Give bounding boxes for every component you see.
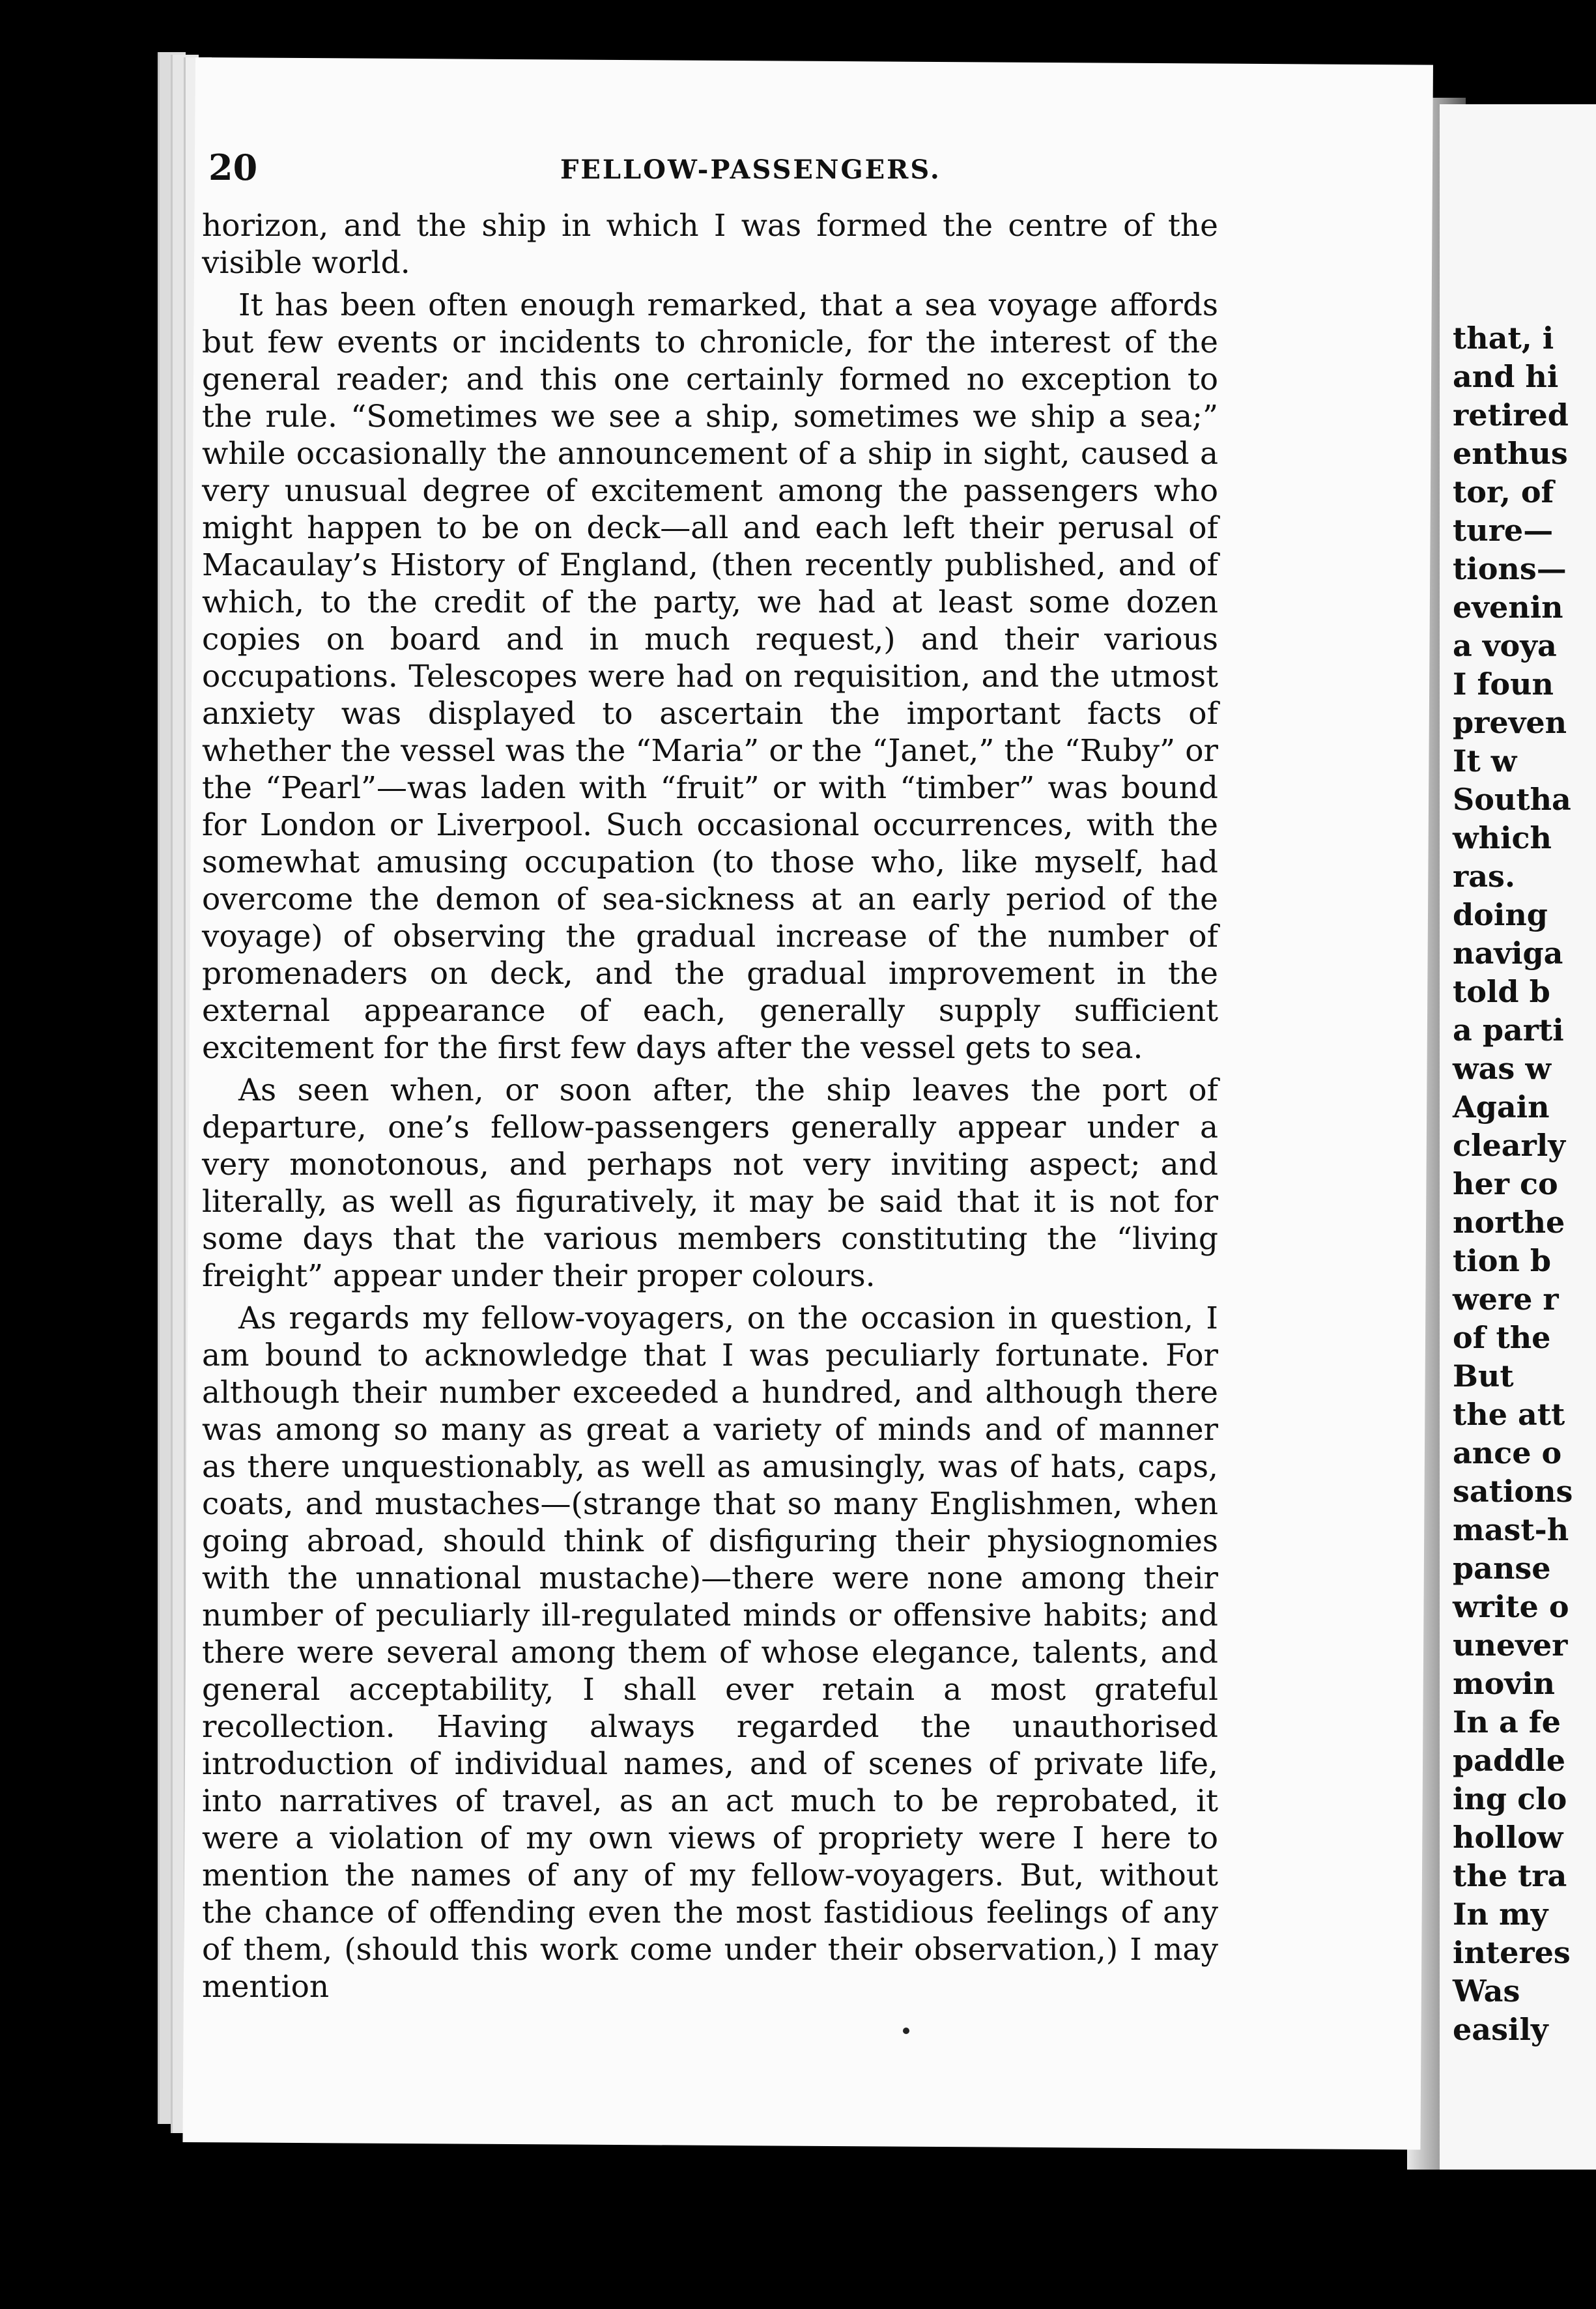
facing-page-line: which bbox=[1453, 820, 1552, 855]
facing-page-line: tor, of bbox=[1453, 474, 1554, 509]
facing-page-line: ing clo bbox=[1453, 1781, 1567, 1816]
facing-page-line: clearly bbox=[1453, 1128, 1565, 1163]
facing-page-line: It w bbox=[1453, 743, 1517, 779]
page-header bbox=[208, 147, 1186, 205]
running-title: FELLOW-PASSENGERS. bbox=[560, 154, 941, 185]
facing-page-line: interes bbox=[1453, 1935, 1571, 1970]
facing-page-line: mast-h bbox=[1453, 1512, 1569, 1547]
facing-page-line: tions— bbox=[1453, 551, 1567, 586]
facing-page-line: movin bbox=[1453, 1666, 1556, 1701]
facing-page-line: and hi bbox=[1453, 359, 1559, 394]
facing-page-line: hollow bbox=[1453, 1820, 1563, 1855]
facing-page-line: a parti bbox=[1453, 1012, 1564, 1048]
paragraph: horizon, and the ship in which I was formed the centre of the visible world. bbox=[202, 208, 1218, 281]
facing-page-line: unever bbox=[1453, 1628, 1568, 1663]
body-text bbox=[202, 207, 1218, 2005]
facing-page-line: northe bbox=[1453, 1205, 1565, 1240]
facing-page-line: sations bbox=[1453, 1474, 1573, 1509]
facing-page-line: naviga bbox=[1453, 936, 1563, 971]
facing-page-line: But bbox=[1453, 1358, 1514, 1394]
facing-page-line: her co bbox=[1453, 1166, 1558, 1201]
facing-page-line: of the bbox=[1453, 1320, 1551, 1355]
facing-page-line: easily bbox=[1453, 2012, 1548, 2047]
facing-page-line: preven bbox=[1453, 705, 1567, 740]
paragraph: It has been often enough remarked, that a sea voyage affords but few events or incidents to chronicle, for the interest of the general reader; and this one certainly formed no exception to the rule. “Sometimes we see a ship, sometimes we ship a sea;” while occasionally the announcement of a ship in sight, caused a very unusual degree of excitement among the passengers who might happen to be on deck—all and each left their perusal of Macaulay’s History of England, (then recently published, and of which, to the credit of the party, we had at least some dozen copies on board and in much request,) and their various occupations. Telescopes were had on requisition, and the utmost anxiety was displayed to ascertain the important facts of whether the vessel was the “Maria” or the “Janet,” the “Ruby” or the “Pearl”—was laden with “fruit” or with “timber” was bound for London or Liverpool. Such occasional occurrences, with the somewhat amusing occupation (to those who, like myself, had overcome the demon of sea-sickness at an early period of the voyage) of observing the gradual increase of the number of promenaders on deck, and the gradual improvement in the external appearance of each, generally supply sufficient excitement for the first few days after the vessel gets to sea. bbox=[202, 287, 1218, 1066]
facing-page-line: doing bbox=[1453, 897, 1548, 932]
facing-page-line: that, i bbox=[1453, 321, 1554, 356]
facing-page-line: ture— bbox=[1453, 513, 1554, 548]
facing-page-line: Was bbox=[1453, 1973, 1520, 2009]
facing-page-line: a voya bbox=[1453, 628, 1557, 663]
facing-page-line: ance o bbox=[1453, 1435, 1562, 1470]
paragraph: As regards my fellow-voyagers, on the occasion in question, I am bound to acknowledge that I was peculiarly fortunate. For although their number exceeded a hundred, and although there was among so many as great a variety of minds and of manner as there unquestionably, as well as amusingly, was of hats, caps, coats, and mustaches—(strange that so many Englishmen, when going abroad, should think of disfiguring their physiognomies with the unnational mustache)—there were none among their number of peculiarly ill-regulated minds or offensive habits; and there were several among them of whose elegance, talents, and general acceptability, I shall ever retain a most grateful recollection. Having always regarded the unauthorised introduction of individual names, and of scenes of private life, into narratives of travel, as an act much to be reprobated, it were a violation of my own views of propriety were I here to mention the names of any of my fellow-voyagers. But, without the chance of offending even the most fastidious feelings of any of them, (should this work come under their observation,) I may mention bbox=[202, 1300, 1218, 2005]
facing-page-line: the tra bbox=[1453, 1858, 1567, 1893]
paragraph: As seen when, or soon after, the ship leaves the port of departure, one’s fellow-passengers generally appear under a very monotonous, and perhaps not very inviting aspect; and literally, as well as figuratively, it may be said that it is not for some days that the various members constituting the “living freight” appear under their proper colours. bbox=[202, 1072, 1218, 1294]
facing-page-line: In my bbox=[1453, 1897, 1548, 1932]
facing-page-line: told b bbox=[1453, 974, 1550, 1009]
facing-page bbox=[1440, 104, 1596, 2170]
facing-page-line: Again bbox=[1453, 1089, 1550, 1125]
facing-page-line: paddle bbox=[1453, 1743, 1566, 1778]
facing-page-line: panse bbox=[1453, 1551, 1551, 1586]
facing-page-line: Southa bbox=[1453, 782, 1571, 817]
facing-page-line: ras. bbox=[1453, 859, 1515, 894]
facing-page-line: tion b bbox=[1453, 1243, 1552, 1278]
facing-page-line: was w bbox=[1453, 1051, 1551, 1086]
facing-page-line: enthus bbox=[1453, 436, 1568, 471]
facing-page-text bbox=[1453, 319, 1573, 2049]
facing-page-line: were r bbox=[1453, 1282, 1559, 1317]
facing-page-line: evenin bbox=[1453, 590, 1563, 625]
facing-page-line: write o bbox=[1453, 1589, 1569, 1624]
facing-page-line: I foun bbox=[1453, 667, 1554, 702]
facing-page-line: In a fe bbox=[1453, 1704, 1561, 1740]
page-number: 20 bbox=[208, 147, 258, 188]
facing-page-line: the att bbox=[1453, 1397, 1565, 1432]
facing-page-line: retired bbox=[1453, 397, 1569, 433]
printer-mark bbox=[903, 2028, 909, 2034]
